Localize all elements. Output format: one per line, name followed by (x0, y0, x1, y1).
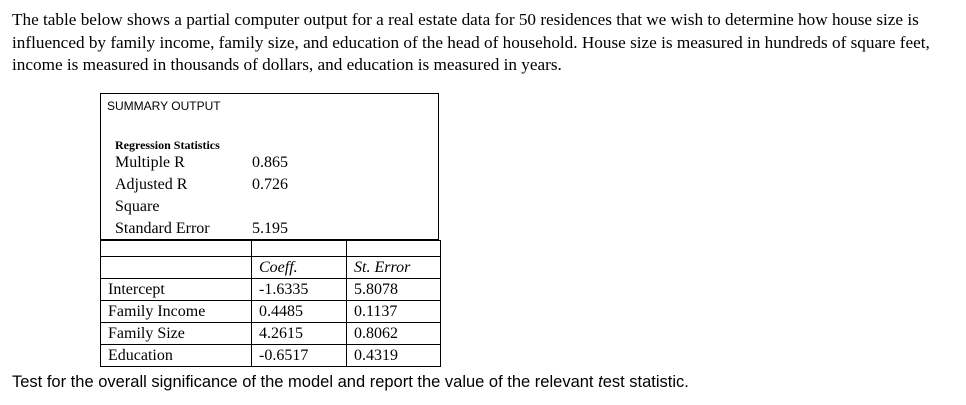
row-coeff: -1.6335 (252, 279, 347, 301)
table-row (101, 301, 441, 323)
question-before: Test for the overall significance of the model and report the value of the relevant (12, 373, 599, 391)
stat-label-standard-error: Standard Error (115, 220, 210, 237)
row-name: Intercept (101, 279, 252, 301)
row-st-error: 0.8062 (347, 323, 441, 345)
question-italic-t: t (598, 373, 603, 391)
header-coeff: Coeff. (252, 257, 347, 279)
stat-label-multiple-r: Multiple R (115, 154, 185, 171)
problem-intro: The table below shows a partial computer output for a real estate data for 50 residences that we wish to determine how house size is influenced by family income, family size, and education of the head of household. House size is measured in hundreds of square feet, income is measured in thousands of dollars, and education is measured in years. (12, 10, 930, 74)
stat-value-multiple-r: 0.865 (252, 154, 288, 171)
stat-value-adjusted-r-square: 0.726 (252, 176, 288, 193)
row-st-error: 0.4319 (347, 345, 441, 367)
summary-output-box (100, 93, 439, 240)
stat-label-adjusted-r: Adjusted R (115, 176, 188, 193)
stat-label-square: Square (115, 198, 160, 215)
row-coeff: -0.6517 (252, 345, 347, 367)
table-row (101, 279, 441, 301)
stat-value-standard-error: 5.195 (252, 220, 288, 237)
regression-statistics-heading: Regression Statistics (115, 138, 220, 152)
header-st-error: St. Error (347, 257, 441, 279)
row-name: Family Size (101, 323, 252, 345)
row-coeff: 0.4485 (252, 301, 347, 323)
coefficients-table (100, 240, 441, 367)
table-header-row (101, 257, 441, 279)
question-text (12, 373, 689, 392)
row-coeff: 4.2615 (252, 323, 347, 345)
row-st-error: 5.8078 (347, 279, 441, 301)
row-st-error: 0.1137 (347, 301, 441, 323)
row-name: Education (101, 345, 252, 367)
table-row (101, 323, 441, 345)
table-spacer-row (101, 241, 441, 257)
summary-title: SUMMARY OUTPUT (107, 99, 221, 113)
table-row (101, 345, 441, 367)
question-after: est statistic. (602, 373, 689, 391)
row-name: Family Income (101, 301, 252, 323)
